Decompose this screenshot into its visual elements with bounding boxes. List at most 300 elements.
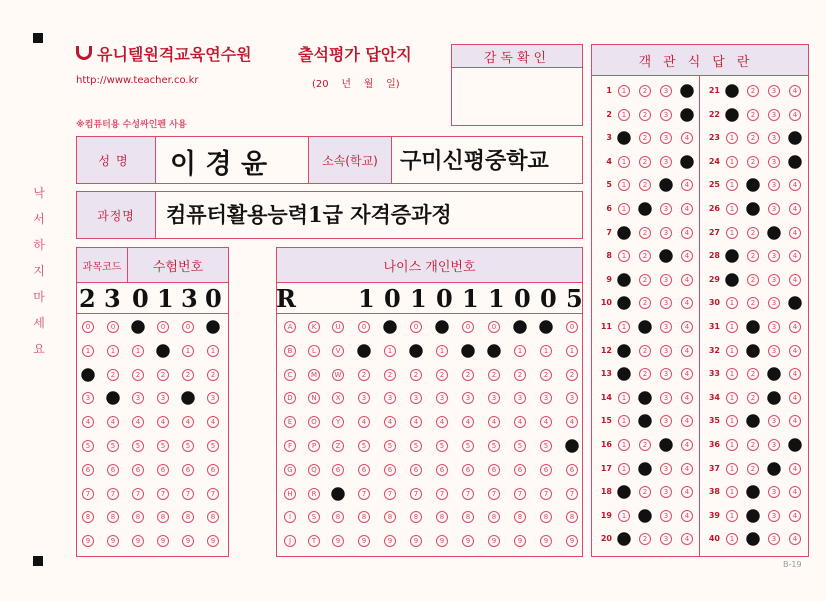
answer-bubble[interactable]: 1 [726, 533, 738, 545]
neis-bubble[interactable]: 1 [384, 345, 396, 357]
answer-bubble[interactable]: 4 [681, 297, 693, 309]
neis-bubble[interactable]: 1 [514, 345, 526, 357]
neis-bubble[interactable]: 6 [566, 464, 578, 476]
digit-bubble[interactable]: 9 [182, 535, 194, 547]
answer-bubble[interactable] [746, 509, 759, 522]
answer-bubble[interactable]: 2 [639, 297, 651, 309]
answer-bubble[interactable]: 4 [681, 463, 693, 475]
answer-bubble[interactable]: 3 [768, 345, 780, 357]
digit-bubble[interactable]: 9 [157, 535, 169, 547]
neis-bubble[interactable]: 6 [540, 464, 552, 476]
neis-bubble[interactable]: 2 [514, 369, 526, 381]
answer-bubble[interactable]: 4 [681, 392, 693, 404]
neis-bubble[interactable]: G [284, 464, 296, 476]
neis-bubble[interactable]: 4 [410, 416, 422, 428]
neis-bubble[interactable]: 2 [566, 369, 578, 381]
answer-bubble[interactable]: 3 [660, 510, 672, 522]
answer-bubble[interactable]: 3 [660, 486, 672, 498]
neis-bubble[interactable]: 0 [488, 321, 500, 333]
neis-bubble[interactable]: 2 [384, 369, 396, 381]
digit-bubble[interactable]: 3 [132, 392, 144, 404]
answer-bubble[interactable] [767, 391, 780, 404]
neis-bubble[interactable]: 8 [410, 511, 422, 523]
digit-bubble[interactable]: 1 [207, 345, 219, 357]
neis-bubble[interactable]: 9 [332, 535, 344, 547]
answer-bubble[interactable]: 2 [639, 250, 651, 262]
answer-bubble[interactable]: 2 [639, 368, 651, 380]
digit-bubble[interactable]: 5 [157, 440, 169, 452]
answer-bubble[interactable]: 3 [768, 274, 780, 286]
neis-bubble[interactable]: 0 [410, 321, 422, 333]
neis-bubble[interactable]: 8 [488, 511, 500, 523]
neis-bubble[interactable]: 3 [358, 392, 370, 404]
answer-bubble[interactable] [638, 509, 651, 522]
answer-bubble[interactable] [638, 391, 651, 404]
answer-bubble[interactable] [746, 202, 759, 215]
answer-bubble[interactable]: 4 [681, 274, 693, 286]
answer-bubble[interactable] [638, 202, 651, 215]
answer-bubble[interactable]: 2 [747, 132, 759, 144]
neis-bubble[interactable]: 9 [514, 535, 526, 547]
neis-bubble[interactable]: D [284, 392, 296, 404]
digit-bubble[interactable]: 5 [207, 440, 219, 452]
answer-bubble[interactable] [788, 438, 801, 451]
neis-bubble[interactable]: A [284, 321, 296, 333]
answer-bubble[interactable]: 3 [660, 392, 672, 404]
neis-bubble[interactable]: 7 [436, 488, 448, 500]
neis-bubble[interactable]: 2 [436, 369, 448, 381]
digit-bubble[interactable]: 7 [132, 488, 144, 500]
answer-bubble[interactable]: 3 [768, 132, 780, 144]
answer-bubble[interactable]: 3 [660, 297, 672, 309]
answer-bubble[interactable] [746, 320, 759, 333]
answer-bubble[interactable]: 4 [681, 132, 693, 144]
digit-bubble[interactable]: 9 [107, 535, 119, 547]
answer-bubble[interactable]: 1 [726, 345, 738, 357]
answer-bubble[interactable]: 1 [726, 227, 738, 239]
answer-bubble[interactable]: 1 [726, 368, 738, 380]
answer-bubble[interactable] [617, 273, 630, 286]
answer-bubble[interactable]: 2 [639, 439, 651, 451]
answer-bubble[interactable]: 3 [768, 321, 780, 333]
answer-bubble[interactable]: 3 [660, 533, 672, 545]
answer-bubble[interactable]: 4 [681, 250, 693, 262]
answer-bubble[interactable]: 2 [639, 533, 651, 545]
answer-bubble[interactable]: 1 [618, 156, 630, 168]
digit-bubble[interactable]: 5 [82, 440, 94, 452]
neis-bubble[interactable]: 1 [566, 345, 578, 357]
answer-bubble[interactable]: 3 [660, 321, 672, 333]
answer-bubble[interactable]: 1 [618, 510, 630, 522]
neis-bubble[interactable] [513, 320, 526, 333]
answer-bubble[interactable] [767, 462, 780, 475]
digit-bubble[interactable]: 1 [107, 345, 119, 357]
neis-bubble[interactable]: 6 [410, 464, 422, 476]
answer-bubble[interactable]: 1 [618, 203, 630, 215]
neis-bubble[interactable]: 9 [436, 535, 448, 547]
answer-bubble[interactable]: 4 [789, 463, 801, 475]
answer-bubble[interactable]: 4 [789, 510, 801, 522]
neis-bubble[interactable]: W [332, 369, 344, 381]
neis-bubble[interactable] [565, 439, 578, 452]
answer-bubble[interactable]: 2 [639, 486, 651, 498]
digit-bubble[interactable]: 6 [132, 464, 144, 476]
answer-bubble[interactable]: 1 [726, 439, 738, 451]
answer-bubble[interactable]: 2 [639, 179, 651, 191]
neis-bubble[interactable]: 5 [514, 440, 526, 452]
digit-bubble[interactable]: 3 [157, 392, 169, 404]
digit-bubble[interactable]: 5 [132, 440, 144, 452]
digit-bubble[interactable]: 4 [207, 416, 219, 428]
neis-bubble[interactable]: 7 [540, 488, 552, 500]
answer-bubble[interactable]: 2 [639, 85, 651, 97]
answer-bubble[interactable]: 2 [747, 392, 759, 404]
answer-bubble[interactable]: 3 [660, 463, 672, 475]
answer-bubble[interactable]: 3 [660, 156, 672, 168]
answer-bubble[interactable]: 3 [660, 132, 672, 144]
answer-bubble[interactable]: 4 [789, 250, 801, 262]
neis-bubble[interactable]: 5 [488, 440, 500, 452]
digit-bubble[interactable]: 2 [107, 369, 119, 381]
digit-bubble[interactable]: 1 [82, 345, 94, 357]
neis-bubble[interactable]: 7 [566, 488, 578, 500]
neis-bubble[interactable]: 8 [436, 511, 448, 523]
answer-bubble[interactable]: 1 [726, 415, 738, 427]
neis-bubble[interactable]: 8 [462, 511, 474, 523]
answer-bubble[interactable]: 4 [789, 109, 801, 121]
answer-bubble[interactable]: 1 [618, 392, 630, 404]
answer-bubble[interactable] [725, 108, 738, 121]
digit-bubble[interactable]: 9 [132, 535, 144, 547]
neis-bubble[interactable]: 4 [540, 416, 552, 428]
answer-bubble[interactable]: 4 [681, 179, 693, 191]
answer-bubble[interactable]: 4 [681, 533, 693, 545]
neis-bubble[interactable]: 0 [358, 321, 370, 333]
digit-bubble[interactable]: 4 [182, 416, 194, 428]
neis-bubble[interactable]: 2 [540, 369, 552, 381]
answer-bubble[interactable]: 1 [618, 85, 630, 97]
answer-bubble[interactable] [680, 84, 693, 97]
answer-bubble[interactable]: 1 [726, 510, 738, 522]
answer-bubble[interactable] [617, 344, 630, 357]
neis-bubble[interactable]: 5 [410, 440, 422, 452]
neis-bubble[interactable]: 8 [332, 511, 344, 523]
answer-bubble[interactable]: 1 [726, 486, 738, 498]
digit-bubble[interactable]: 8 [107, 511, 119, 523]
answer-bubble[interactable] [746, 344, 759, 357]
digit-bubble[interactable]: 3 [207, 392, 219, 404]
answer-bubble[interactable]: 1 [726, 179, 738, 191]
answer-bubble[interactable]: 2 [747, 368, 759, 380]
answer-bubble[interactable]: 1 [726, 463, 738, 475]
answer-bubble[interactable]: 4 [789, 345, 801, 357]
neis-bubble[interactable] [331, 487, 344, 500]
neis-bubble[interactable]: 5 [540, 440, 552, 452]
neis-bubble[interactable]: 3 [462, 392, 474, 404]
answer-bubble[interactable]: 2 [639, 345, 651, 357]
answer-bubble[interactable]: 4 [789, 274, 801, 286]
neis-bubble[interactable]: 2 [488, 369, 500, 381]
answer-bubble[interactable]: 4 [789, 85, 801, 97]
digit-bubble[interactable]: 1 [182, 345, 194, 357]
digit-bubble[interactable]: 7 [182, 488, 194, 500]
neis-bubble[interactable]: I [284, 511, 296, 523]
neis-bubble[interactable]: 8 [566, 511, 578, 523]
answer-bubble[interactable]: 3 [768, 85, 780, 97]
neis-bubble[interactable]: 4 [462, 416, 474, 428]
neis-bubble[interactable]: Q [308, 464, 320, 476]
neis-bubble[interactable]: Z [332, 440, 344, 452]
neis-bubble[interactable]: 1 [540, 345, 552, 357]
neis-bubble[interactable]: R [308, 488, 320, 500]
neis-bubble[interactable]: 7 [410, 488, 422, 500]
answer-bubble[interactable]: 2 [747, 274, 759, 286]
answer-bubble[interactable]: 3 [660, 345, 672, 357]
neis-bubble[interactable]: 4 [358, 416, 370, 428]
answer-bubble[interactable]: 1 [618, 321, 630, 333]
answer-bubble[interactable]: 3 [768, 179, 780, 191]
neis-bubble[interactable]: 9 [384, 535, 396, 547]
answer-bubble[interactable]: 1 [618, 250, 630, 262]
digit-bubble[interactable]: 6 [107, 464, 119, 476]
answer-bubble[interactable]: 3 [660, 85, 672, 97]
neis-bubble[interactable]: 8 [384, 511, 396, 523]
neis-bubble[interactable]: 9 [410, 535, 422, 547]
neis-bubble[interactable]: 8 [358, 511, 370, 523]
answer-bubble[interactable]: 2 [747, 439, 759, 451]
neis-bubble[interactable]: 9 [462, 535, 474, 547]
neis-bubble[interactable]: 0 [566, 321, 578, 333]
digit-bubble[interactable] [131, 320, 144, 333]
answer-bubble[interactable]: 2 [639, 109, 651, 121]
neis-bubble[interactable]: F [284, 440, 296, 452]
answer-bubble[interactable]: 4 [681, 439, 693, 451]
digit-bubble[interactable]: 8 [157, 511, 169, 523]
neis-bubble[interactable] [539, 320, 552, 333]
neis-bubble[interactable]: S [308, 511, 320, 523]
answer-bubble[interactable]: 4 [681, 415, 693, 427]
answer-bubble[interactable]: 4 [789, 533, 801, 545]
answer-bubble[interactable]: 3 [768, 510, 780, 522]
digit-bubble[interactable]: 2 [207, 369, 219, 381]
neis-bubble[interactable]: 6 [384, 464, 396, 476]
answer-bubble[interactable] [680, 155, 693, 168]
neis-bubble[interactable]: C [284, 369, 296, 381]
digit-bubble[interactable]: 6 [182, 464, 194, 476]
neis-bubble[interactable]: 3 [514, 392, 526, 404]
answer-bubble[interactable]: 3 [660, 274, 672, 286]
digit-bubble[interactable] [206, 320, 219, 333]
answer-bubble[interactable]: 3 [660, 227, 672, 239]
digit-bubble[interactable]: 6 [82, 464, 94, 476]
neis-bubble[interactable]: 7 [358, 488, 370, 500]
answer-bubble[interactable]: 4 [681, 510, 693, 522]
neis-bubble[interactable] [357, 344, 370, 357]
digit-bubble[interactable]: 6 [157, 464, 169, 476]
answer-bubble[interactable]: 4 [681, 345, 693, 357]
neis-bubble[interactable] [435, 320, 448, 333]
answer-bubble[interactable]: 2 [639, 274, 651, 286]
answer-bubble[interactable]: 4 [681, 368, 693, 380]
neis-bubble[interactable]: 6 [332, 464, 344, 476]
neis-bubble[interactable]: Y [332, 416, 344, 428]
neis-bubble[interactable]: 3 [566, 392, 578, 404]
digit-bubble[interactable]: 8 [207, 511, 219, 523]
neis-bubble[interactable]: T [308, 535, 320, 547]
neis-bubble[interactable]: 1 [436, 345, 448, 357]
digit-bubble[interactable]: 2 [182, 369, 194, 381]
answer-bubble[interactable]: 4 [681, 486, 693, 498]
neis-bubble[interactable]: 4 [514, 416, 526, 428]
neis-bubble[interactable]: 3 [384, 392, 396, 404]
neis-bubble[interactable]: J [284, 535, 296, 547]
neis-bubble[interactable]: 9 [566, 535, 578, 547]
answer-bubble[interactable] [680, 108, 693, 121]
answer-bubble[interactable]: 4 [789, 415, 801, 427]
neis-bubble[interactable]: 9 [358, 535, 370, 547]
neis-bubble[interactable]: N [308, 392, 320, 404]
digit-bubble[interactable]: 7 [207, 488, 219, 500]
answer-bubble[interactable]: 1 [618, 439, 630, 451]
neis-bubble[interactable]: 7 [514, 488, 526, 500]
answer-bubble[interactable]: 4 [789, 203, 801, 215]
neis-bubble[interactable]: 3 [410, 392, 422, 404]
neis-bubble[interactable]: K [308, 321, 320, 333]
neis-bubble[interactable]: 7 [488, 488, 500, 500]
neis-bubble[interactable]: 9 [540, 535, 552, 547]
neis-bubble[interactable]: 7 [384, 488, 396, 500]
answer-bubble[interactable]: 3 [768, 250, 780, 262]
neis-bubble[interactable] [409, 344, 422, 357]
answer-bubble[interactable]: 3 [660, 368, 672, 380]
neis-bubble[interactable]: 4 [436, 416, 448, 428]
answer-bubble[interactable]: 4 [681, 203, 693, 215]
neis-bubble[interactable]: V [332, 345, 344, 357]
digit-bubble[interactable]: 7 [157, 488, 169, 500]
digit-bubble[interactable]: 2 [132, 369, 144, 381]
answer-bubble[interactable]: 3 [768, 109, 780, 121]
answer-bubble[interactable] [638, 320, 651, 333]
neis-bubble[interactable]: E [284, 416, 296, 428]
digit-bubble[interactable]: 6 [207, 464, 219, 476]
answer-bubble[interactable]: 3 [768, 203, 780, 215]
neis-bubble[interactable]: 8 [514, 511, 526, 523]
answer-bubble[interactable]: 3 [768, 533, 780, 545]
answer-bubble[interactable]: 3 [660, 203, 672, 215]
digit-bubble[interactable]: 8 [82, 511, 94, 523]
answer-bubble[interactable]: 2 [639, 227, 651, 239]
neis-bubble[interactable]: 5 [436, 440, 448, 452]
answer-bubble[interactable]: 4 [789, 321, 801, 333]
answer-bubble[interactable]: 1 [726, 203, 738, 215]
answer-bubble[interactable] [725, 273, 738, 286]
neis-bubble[interactable]: 2 [462, 369, 474, 381]
digit-bubble[interactable]: 4 [82, 416, 94, 428]
neis-bubble[interactable]: 4 [488, 416, 500, 428]
neis-bubble[interactable]: O [308, 416, 320, 428]
answer-bubble[interactable]: 4 [789, 179, 801, 191]
answer-bubble[interactable]: 2 [747, 297, 759, 309]
answer-bubble[interactable]: 3 [768, 415, 780, 427]
neis-bubble[interactable]: P [308, 440, 320, 452]
answer-bubble[interactable]: 4 [681, 321, 693, 333]
answer-bubble[interactable]: 1 [618, 109, 630, 121]
neis-bubble[interactable]: 5 [358, 440, 370, 452]
neis-bubble[interactable]: M [308, 369, 320, 381]
answer-bubble[interactable]: 1 [726, 297, 738, 309]
neis-bubble[interactable]: 6 [358, 464, 370, 476]
answer-bubble[interactable] [788, 155, 801, 168]
answer-bubble[interactable] [617, 226, 630, 239]
digit-bubble[interactable]: 7 [107, 488, 119, 500]
neis-bubble[interactable]: 3 [488, 392, 500, 404]
answer-bubble[interactable]: 1 [618, 179, 630, 191]
answer-bubble[interactable]: 1 [726, 392, 738, 404]
answer-bubble[interactable]: 2 [639, 132, 651, 144]
neis-bubble[interactable]: 5 [462, 440, 474, 452]
digit-bubble[interactable]: 4 [157, 416, 169, 428]
answer-bubble[interactable]: 3 [768, 439, 780, 451]
digit-bubble[interactable]: 0 [107, 321, 119, 333]
digit-bubble[interactable]: 2 [157, 369, 169, 381]
neis-bubble[interactable]: X [332, 392, 344, 404]
neis-bubble[interactable]: 2 [410, 369, 422, 381]
neis-bubble[interactable]: 5 [384, 440, 396, 452]
answer-bubble[interactable]: 1 [726, 156, 738, 168]
answer-bubble[interactable]: 1 [726, 321, 738, 333]
neis-bubble[interactable]: 6 [488, 464, 500, 476]
answer-bubble[interactable]: 4 [789, 368, 801, 380]
digit-bubble[interactable] [156, 344, 169, 357]
digit-bubble[interactable]: 0 [157, 321, 169, 333]
neis-bubble[interactable]: 6 [462, 464, 474, 476]
digit-bubble[interactable]: 4 [107, 416, 119, 428]
neis-bubble[interactable]: 7 [462, 488, 474, 500]
answer-bubble[interactable]: 2 [747, 250, 759, 262]
answer-bubble[interactable]: 1 [726, 132, 738, 144]
neis-bubble[interactable]: H [284, 488, 296, 500]
answer-bubble[interactable]: 4 [789, 392, 801, 404]
answer-bubble[interactable]: 3 [768, 156, 780, 168]
digit-bubble[interactable]: 5 [107, 440, 119, 452]
answer-bubble[interactable]: 2 [747, 463, 759, 475]
neis-bubble[interactable]: L [308, 345, 320, 357]
answer-bubble[interactable] [725, 84, 738, 97]
answer-bubble[interactable]: 2 [639, 156, 651, 168]
neis-bubble[interactable]: 3 [436, 392, 448, 404]
digit-bubble[interactable]: 4 [132, 416, 144, 428]
digit-bubble[interactable]: 7 [82, 488, 94, 500]
answer-bubble[interactable]: 3 [768, 297, 780, 309]
answer-bubble[interactable] [638, 462, 651, 475]
answer-bubble[interactable]: 2 [747, 156, 759, 168]
answer-bubble[interactable]: 3 [660, 415, 672, 427]
digit-bubble[interactable]: 0 [82, 321, 94, 333]
digit-bubble[interactable]: 8 [132, 511, 144, 523]
neis-bubble[interactable]: 8 [540, 511, 552, 523]
neis-bubble[interactable] [461, 344, 474, 357]
neis-bubble[interactable]: 2 [358, 369, 370, 381]
answer-bubble[interactable]: 3 [660, 109, 672, 121]
digit-bubble[interactable]: 1 [132, 345, 144, 357]
neis-bubble[interactable] [383, 320, 396, 333]
neis-bubble[interactable]: 9 [488, 535, 500, 547]
answer-bubble[interactable]: 2 [747, 109, 759, 121]
neis-bubble[interactable]: B [284, 345, 296, 357]
digit-bubble[interactable] [81, 368, 94, 381]
digit-bubble[interactable]: 9 [207, 535, 219, 547]
neis-bubble[interactable]: 4 [566, 416, 578, 428]
